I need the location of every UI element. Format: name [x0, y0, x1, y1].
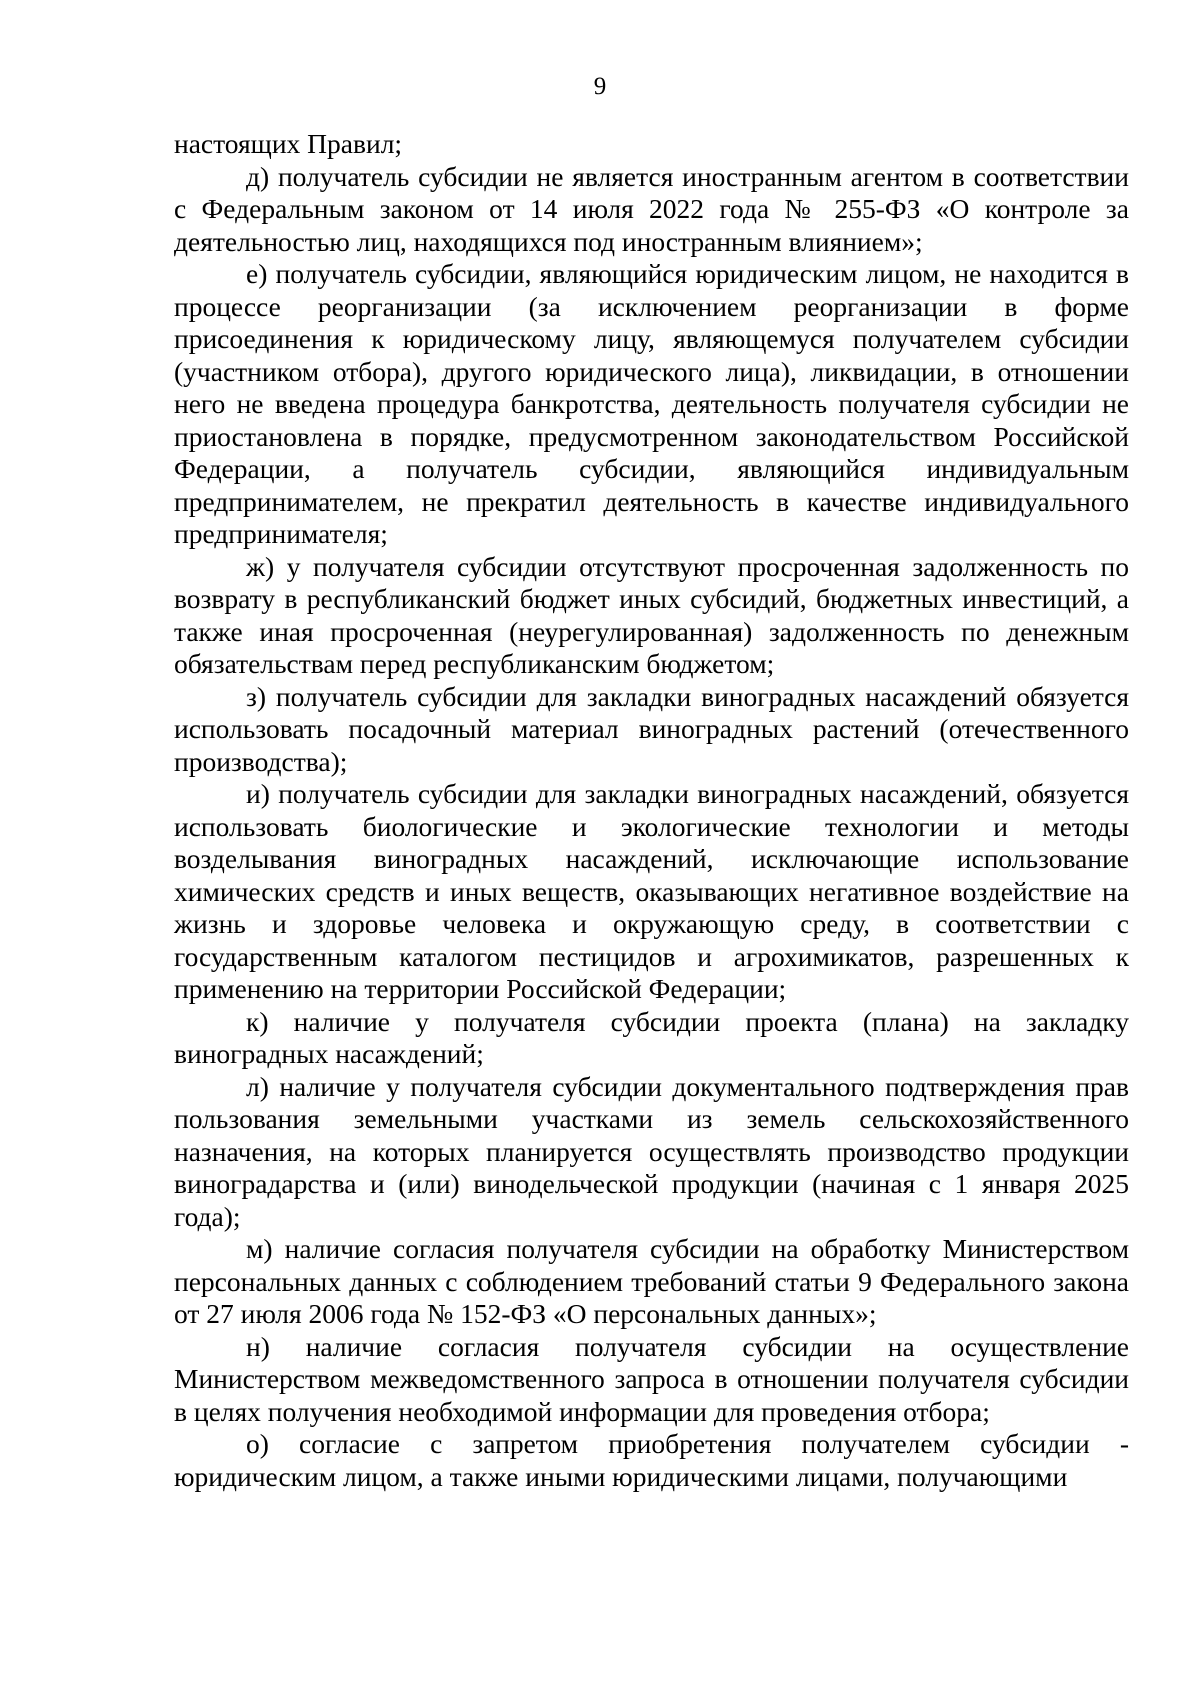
paragraph-item-i: и) получатель субсидии для закладки виноградных насаждений, обязуется использовать биологические и экологические технологии и методы возделывания виноградных насаждений, исключающие использование химических средств и иных веществ, оказывающих негативное воздействие на жизнь и здоровье человека и окружающую среду, в соответствии с государственным каталогом пестицидов и агрохимикатов, разрешенных к применению на территории Российской Федерации; [174, 778, 1129, 1004]
paragraph-item-e: е) получатель субсидии, являющийся юридическим лицом, не находится в процессе реорганизации (за исключением реорганизации в форме присоединения к юридическому лицу, являющемуся получателем субсидии (участником отбора), другого юридического лица), ликвидации, в отношении него не введена процедура банкротства, деятельность получателя субсидии не приостановлена в порядке, предусмотренном законодательством Российской Федерации, а получатель субсидии, являющийся индивидуальным предпринимателем, не прекратил деятельность в качестве индивидуального предпринимателя; [174, 258, 1129, 549]
paragraph-item-n: н) наличие согласия получателя субсидии на осуществление Министерством межведомственного запроса в отношении получателя субсидии в целях получения необходимой информации для проведения отбора; [174, 1330, 1129, 1427]
paragraph-item-o: о) согласие с запретом приобретения получателем субсидии - юридическим лицом, а также иными юридическими лицами, получающими [174, 1428, 1129, 1492]
paragraph-item-d: д) получатель субсидии не является иностранным агентом в соответствии с Федеральным законом от 14 июля 2022 года № 255-ФЗ «О контроле за деятельностью лиц, находящихся под иностранным влиянием»; [174, 160, 1129, 257]
paragraph-item-m: м) наличие согласия получателя субсидии на обработку Министерством персональных данных с соблюдением требований статьи 9 Федерального закона от 27 июля 2006 года № 152-ФЗ «О персональных данных»; [174, 1233, 1129, 1329]
paragraph-item-l: л) наличие у получателя субсидии документального подтверждения прав пользования земельными участками из земель сельскохозяйственного назначения, на которых планируется осуществлять производство продукции виноградарства и (или) винодельческой продукции (начиная с 1 января 2025 года); [174, 1070, 1129, 1232]
paragraph-item-k: к) наличие у получателя субсидии проекта (плана) на закладку виноградных насаждений; [174, 1005, 1129, 1069]
paragraph-continuation: настоящих Правил; [174, 128, 403, 159]
paragraph-item-zh: ж) у получателя субсидии отсутствуют просроченная задолженность по возврату в республиканский бюджет иных субсидий, бюджетных инвестиций, а также иная просроченная (неурегулированная) задолженность по денежным обязательствам перед республиканским бюджетом; [174, 550, 1129, 679]
paragraph-item-z: з) получатель субсидии для закладки виноградных насаждений обязуется использовать посадочный материал виноградных растений (отечественного производства); [174, 680, 1129, 777]
document-body [174, 128, 1129, 1493]
page-number: 9 [593, 73, 607, 100]
